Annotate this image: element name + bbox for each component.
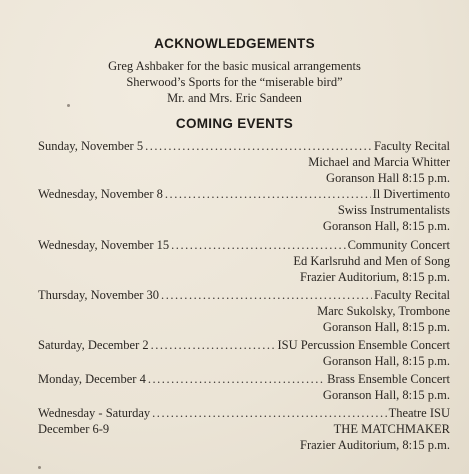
event-date: Saturday, December 2: [38, 338, 149, 352]
acknowledgement-line: Mr. and Mrs. Eric Sandeen: [167, 91, 302, 105]
dot-leader: [152, 405, 386, 421]
acknowledgements-heading: ACKNOWLEDGEMENTS: [154, 36, 315, 51]
dot-leader: [165, 186, 371, 202]
acknowledgement-line: Greg Ashbaker for the basic musical arrangements: [108, 59, 361, 73]
event-title: Theatre ISU: [388, 406, 450, 420]
event-date: Wednesday, November 8: [38, 187, 163, 201]
event-entry: [38, 237, 450, 285]
event-title: Faculty Recital: [373, 139, 450, 153]
event-venue: Goranson Hall, 8:15 p.m.: [322, 388, 450, 402]
dot-leader: [145, 138, 372, 154]
event-performers: Michael and Marcia Whitter: [308, 155, 450, 169]
event-title: Il Divertimento: [372, 187, 450, 201]
event-venue: Goranson Hall, 8:15 p.m.: [322, 219, 450, 233]
event-date-line2: December 6-9: [38, 422, 110, 436]
event-venue: Frazier Auditorium, 8:15 p.m.: [300, 438, 450, 452]
event-date: Wednesday - Saturday: [38, 406, 151, 420]
event-entry: [38, 405, 450, 453]
event-entry: [38, 287, 450, 335]
event-title: Faculty Recital: [373, 288, 450, 302]
event-performers: Ed Karlsruhd and Men of Song: [293, 254, 450, 268]
event-performers: THE MATCHMAKER: [333, 422, 450, 436]
event-venue: Goranson Hall, 8:15 p.m.: [322, 320, 450, 334]
event-title: Brass Ensemble Concert: [327, 372, 450, 386]
event-entry: [38, 337, 450, 369]
event-venue: Goranson Hall, 8:15 p.m.: [322, 354, 450, 368]
event-venue: Goranson Hall 8:15 p.m.: [326, 171, 450, 185]
event-date: Thursday, November 30: [38, 288, 160, 302]
event-venue: Frazier Auditorium, 8:15 p.m.: [300, 270, 450, 284]
event-date: Monday, December 4: [38, 372, 146, 386]
dot-leader: [161, 287, 372, 303]
event-date: Wednesday, November 15: [38, 238, 170, 252]
acknowledgement-line: Sherwood’s Sports for the “miserable bird”: [126, 75, 343, 89]
event-entry: [38, 371, 450, 403]
dot-leader: [171, 237, 345, 253]
dot-leader: [151, 337, 276, 353]
paper-speck: [38, 466, 41, 469]
event-entry: [38, 138, 450, 186]
event-title: ISU Percussion Ensemble Concert: [277, 338, 450, 352]
event-title: Community Concert: [347, 238, 450, 252]
dot-leader: [148, 371, 325, 387]
paper-speck: [67, 104, 70, 107]
event-performers: Marc Sukolsky, Trombone: [317, 304, 450, 318]
coming-events-heading: COMING EVENTS: [175, 116, 294, 131]
event-performers: Swiss Instrumentalists: [337, 203, 450, 217]
event-entry: [38, 186, 450, 234]
event-date: Sunday, November 5: [38, 139, 144, 153]
